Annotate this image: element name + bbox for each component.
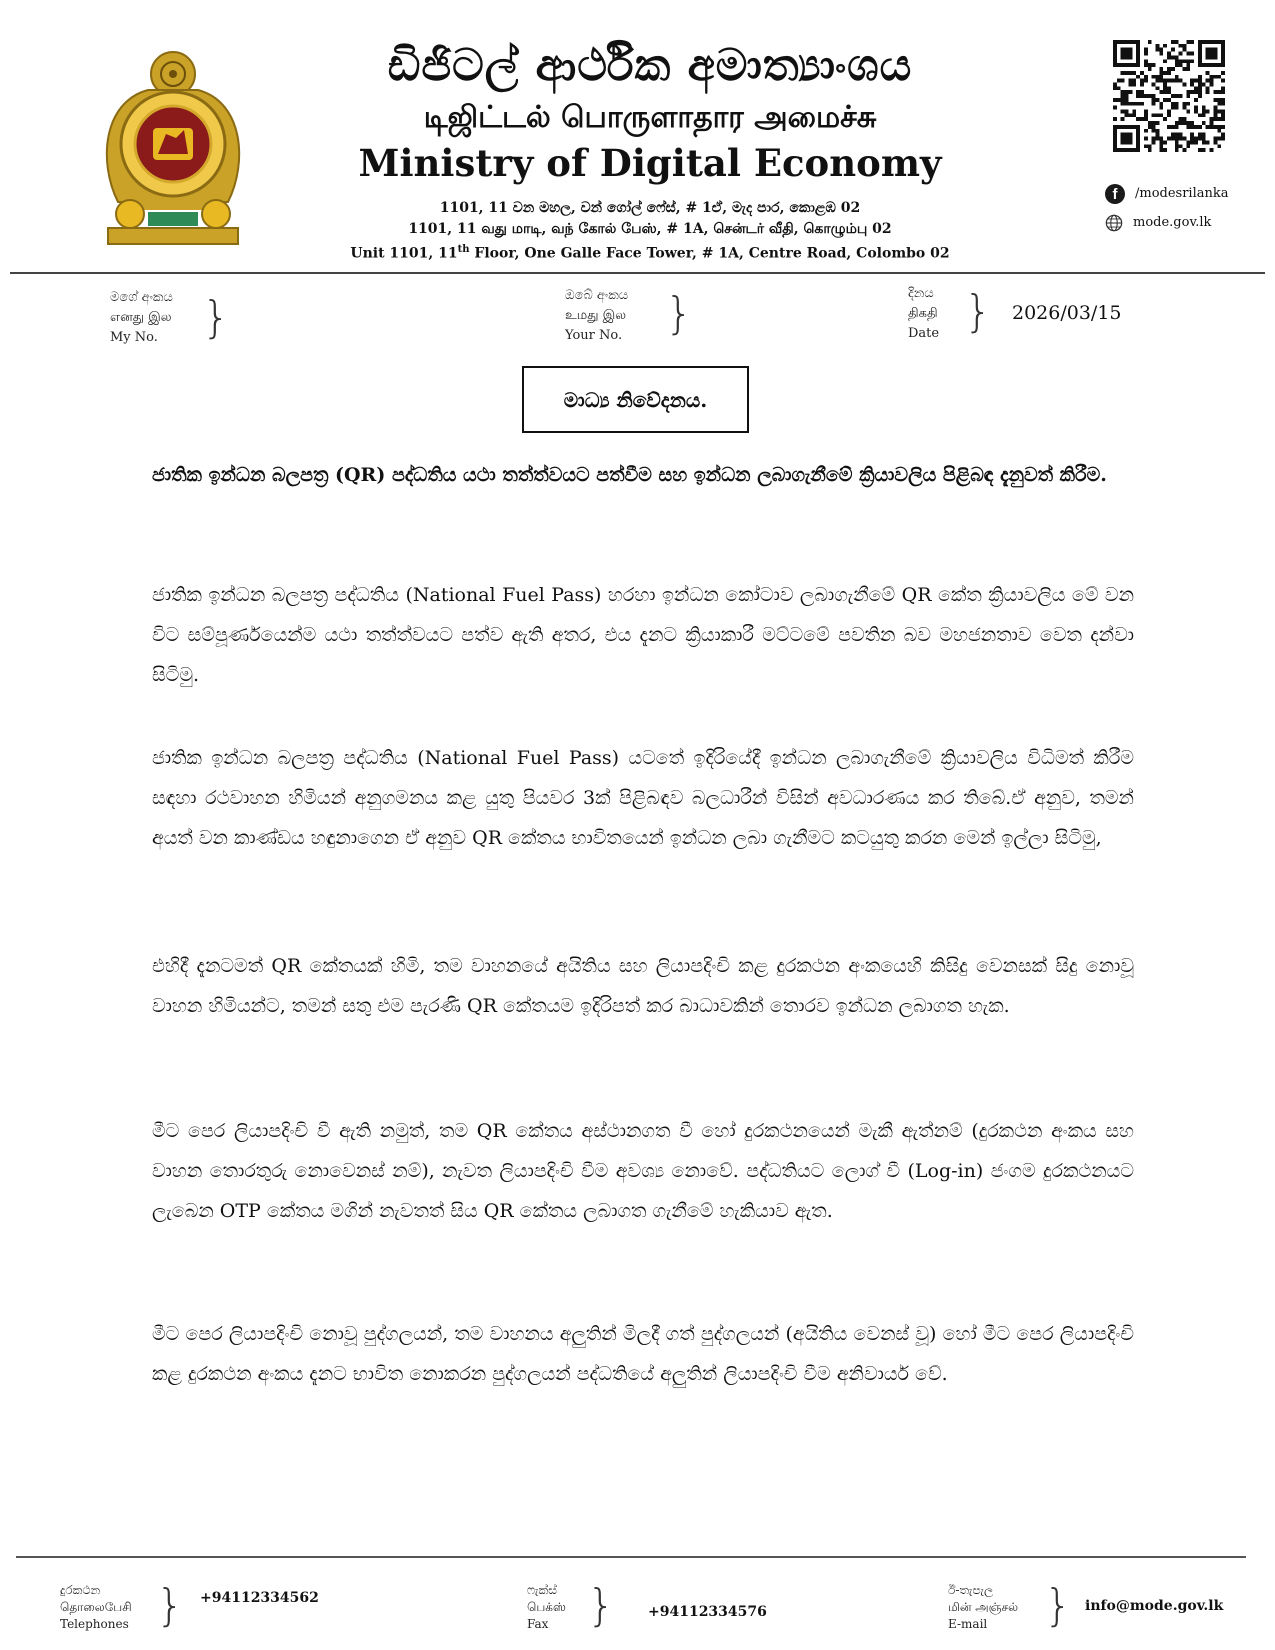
brace-icon: } [202, 292, 230, 343]
paragraph-2: ජාතික ඉන්ධන බලපත්‍ර පද්ධතිය (National Fuel Pass) යටතේ ඉදිරියේදී ඉන්ධන ලබාගැනීමේ ක්‍රියාවලිය විධිමත් කිරීම සඳහා රථවාහන හිමියන් අනුගමනය කළ යුතු පියවර 3ක් පිළිබඳව බලධාරීන් විසින් අවධාරණය කර තිබේ.ඒ අනුව, තමන් අයත් වන කාණ්ඩය හඳුනාගෙන ඒ අනුව QR කේතය භාවිතයෙන් ඉන්ධන ලබා ගැනීමට කටයුතු කරන මෙන් ඉල්ලා සිටිමු, [152, 747, 1134, 849]
facebook-handle: /modesrilanka [1135, 186, 1229, 201]
paragraph-1: ජාතික ඉන්ධන බලපත්‍ර පද්ධතිය (National Fuel Pass) හරහා ඉන්ධන කෝටාව ලබාගැනීමේ QR කේත ක්‍රියාවලිය මේ වන විට සම්පූර්ණයෙන්ම යථා තත්ත්වයට පත්ව ඇති අතර, එය දැනට ක්‍රියාකාරී මට්ටමේ පවතින බව මහජනතාව වෙත දන්වා සිටිමු. [152, 584, 1134, 686]
ministry-name-sinhala: ඩිජිටල් ආර්ථික අමාත්‍යාංශය [387, 40, 913, 91]
your-number-label: ඔබේ අංකය உமது இல Your No. } [565, 288, 693, 343]
press-release-title: මාධ්‍ය නිවේදනය. [522, 366, 749, 433]
paragraph-3: එහිදී දැනටමත් QR කේතයක් හිමි, තම වාහනයේ අයිතිය සහ ලියාපදිංචි කළ දුරකථන අංකයෙහි කිසිදු වෙනසක් සිදු නොවූ වාහන හිමියන්ට, තමන් සතු එම පැරණි QR කේතයම ඉදිරිපත් කර බාධාවකින් තොරව ඉන්ධන ලබාගත හැක. [152, 955, 1134, 1017]
ministry-name-tamil: டிஜிட்டல் பொருளாதார அமைச்சு [423, 100, 877, 135]
facebook-link[interactable] [1105, 184, 1229, 204]
brace-icon: } [587, 1580, 615, 1631]
address-english: Unit 1101, 11th Floor, One Galle Face Tower, # 1A, Centre Road, Colombo 02 [350, 244, 950, 262]
website-url: mode.gov.lk [1133, 215, 1212, 230]
brace-icon: } [1044, 1580, 1072, 1631]
qr-code [1113, 40, 1225, 152]
facebook-icon: f [1105, 184, 1125, 204]
brace-icon: } [665, 288, 693, 339]
globe-icon [1105, 214, 1123, 232]
telephone-number[interactable]: +94112334562 [200, 1590, 319, 1606]
footer-divider [16, 1556, 1246, 1558]
release-heading: ජාතික ඉන්ධන බලපත්‍ර (QR) පද්ධතිය යථා තත්ත්වයට පත්වීම සහ ඉන්ධන ලබාගැනීමේ ක්‍රියාවලිය පිළිබඳ දැනුවත් කිරීම. [152, 464, 1107, 486]
email-label: ඊ-තැපැල மின் அஞ்சல் E-mail } [948, 1580, 1072, 1631]
my-number-label: මගේ අංකය எனது இல My No. } [110, 290, 230, 345]
fax-label: ෆැක්ස් பெக்ஸ் Fax } [527, 1580, 615, 1631]
paragraph-4: මීට පෙර ලියාපදිංචි වී ඇති නමුත්, තම QR කේතය අස්ථානගත වී හෝ දුරකථනයෙන් මැකී ඇත්නම් (දුරකථන අංකය සහ වාහන තොරතුරු නොවෙනස් නම්), නැවත ලියාපදිංචි වීම අවශ්‍ය නොවේ. පද්ධතියට ලොග් වී (Log-in) ජංගම දුරකථනයට ලැබෙන OTP කේතය මගින් නැවතත් සිය QR කේතය ලබාගත ගැනීමේ හැකියාව ඇත. [152, 1120, 1134, 1222]
date-label: දිනය திகதி Date } [908, 286, 992, 341]
website-link[interactable] [1105, 214, 1211, 232]
telephone-label: දුරකථන தொலைபேசி Telephones } [60, 1580, 184, 1631]
sri-lanka-national-emblem [88, 42, 258, 254]
brace-icon: } [964, 286, 992, 337]
date-value: 2026/03/15 [1012, 302, 1122, 324]
ministry-name-english: Ministry of Digital Economy [358, 141, 942, 185]
address-sinhala: 1101, 11 වන මහල, වන් ගෝල් ෆේස්, # 1ඒ, මැද පාර, කොළඹ 02 [439, 200, 861, 216]
email-address[interactable]: info@mode.gov.lk [1085, 1598, 1224, 1614]
brace-icon: } [156, 1580, 184, 1631]
paragraph-5: මීට පෙර ලියාපදිංචි නොවූ පුද්ගලයන්, තම වාහනය අලුතින් මිලදී ගත් පුද්ගලයන් (අයිතිය වෙනස් වූ) හෝ මීට පෙර ලියාපදිංචි කළ දුරකථන අංකය දැනට භාවිත නොකරන පුද්ගලයන් පද්ධතියේ අලුතින් ලියාපදිංචි වීම අනිවාර්ය වේ. [152, 1323, 1134, 1385]
fax-number: +94112334576 [648, 1604, 767, 1620]
address-tamil: 1101, 11 வது மாடி, வந் கோல் பேஸ், # 1A, சென்டர் வீதி, கொழும்பு 02 [408, 221, 892, 237]
header-divider [10, 272, 1265, 274]
